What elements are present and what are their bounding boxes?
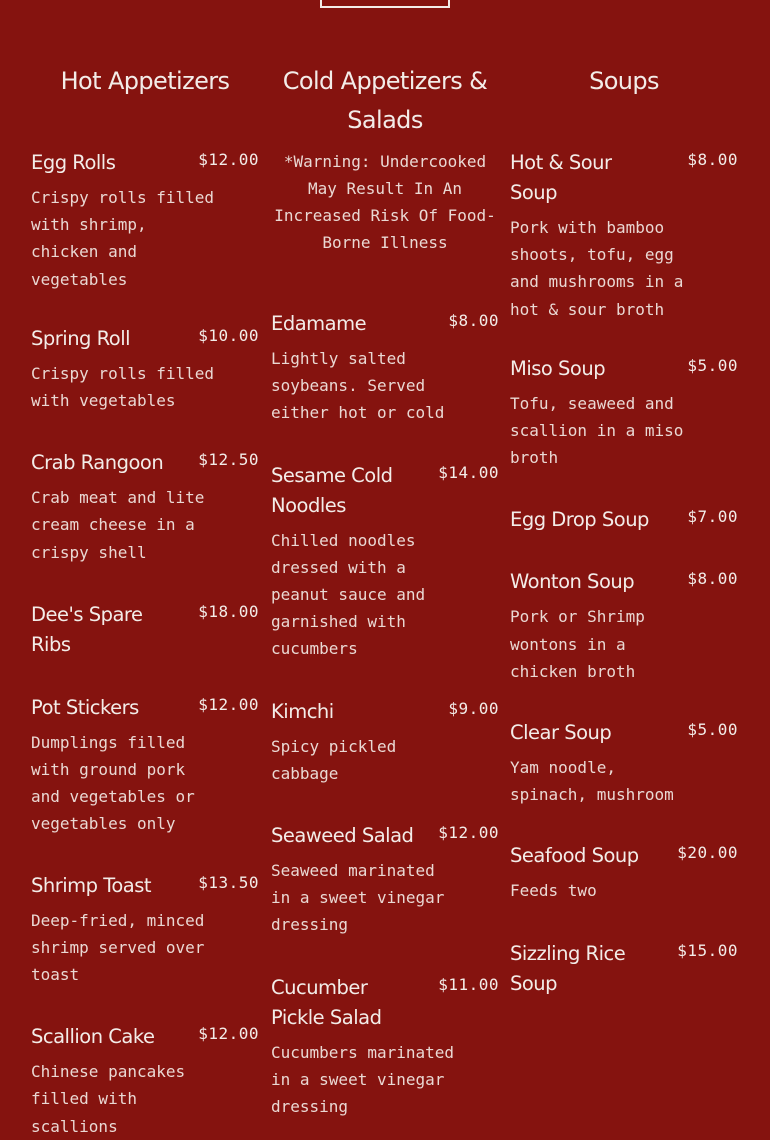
item-price: $14.00 — [438, 462, 499, 482]
item-description: Chilled noodles dressed with a peanut sauce and garnished with cucumbers — [271, 530, 426, 659]
item-description: Lightly salted soybeans. Served either hot or cold — [271, 349, 445, 423]
item-name: Seaweed Salad — [271, 824, 414, 848]
warning-note: *Warning: Undercooked May Result In An Increased Risk Of Food-Borne Illness — [274, 152, 496, 252]
item-name: Edamame — [271, 312, 367, 335]
menu-item — [31, 1022, 259, 1140]
menu-item — [271, 821, 499, 939]
item-name: Kimchi — [271, 699, 334, 723]
menu-item — [31, 324, 259, 414]
item-description: Spicy pickled cabbage — [271, 736, 397, 783]
menu-item — [31, 871, 259, 989]
menu-item — [510, 505, 738, 535]
item-name: Cucumber Pickle Salad — [271, 975, 382, 1029]
item-description: Yam noodle, spinach, mushroom — [510, 758, 674, 805]
item-price: $11.00 — [438, 974, 499, 994]
menu-item — [31, 148, 259, 293]
item-name: Miso Soup — [510, 356, 606, 380]
item-description: Feeds two — [510, 881, 597, 901]
item-price: $15.00 — [677, 940, 738, 960]
item-name: Crab Rangoon — [31, 451, 164, 475]
item-name: Pot Stickers — [31, 695, 139, 719]
menu-item — [510, 148, 738, 323]
item-name: Sizzling Rice Soup — [510, 941, 626, 995]
item-description: Pork or Shrimp wontons in a chicken broth — [510, 607, 645, 681]
item-price: $18.00 — [198, 601, 259, 621]
menu-item — [510, 718, 738, 808]
item-description: Tofu, seaweed and scallion in a miso broth — [510, 393, 684, 468]
item-price: $5.00 — [687, 355, 738, 375]
item-name: Egg Drop Soup — [510, 508, 649, 532]
menu-item — [271, 461, 499, 663]
item-price: $12.00 — [198, 694, 259, 714]
item-price: $12.00 — [198, 1024, 259, 1044]
menu-item — [510, 567, 738, 685]
menu-item — [31, 448, 259, 566]
item-price: $12.00 — [438, 823, 499, 843]
item-description: Dumplings filled with ground pork and vegetables or vegetables only — [31, 732, 195, 834]
item-price: $10.00 — [198, 325, 259, 345]
item-price: $8.00 — [687, 569, 738, 589]
menu-item — [271, 697, 499, 787]
menu-item — [510, 939, 738, 999]
item-price: $9.00 — [448, 698, 499, 718]
item-description: Pork with bamboo shoots, tofu, egg and mushrooms in a hot & sour broth — [510, 218, 684, 319]
item-description: Chinese pancakes filled with scallions — [31, 1062, 186, 1136]
item-price: $8.00 — [448, 311, 499, 330]
item-name: Sesame Cold Noodles — [271, 463, 393, 517]
item-description: Crispy rolls filled with vegetables — [31, 363, 215, 411]
menu-column-cold-appetizers — [271, 62, 499, 1120]
item-price: $7.00 — [687, 507, 738, 527]
menu-column-soups — [510, 62, 738, 999]
item-name: Clear Soup — [510, 721, 612, 745]
menu-item — [31, 600, 259, 660]
column-title: Soups — [589, 67, 659, 95]
item-price: $20.00 — [677, 843, 738, 863]
column-title: Cold Appetizers & Salads — [282, 67, 488, 134]
item-description: Seaweed marinated in a sweet vinegar dressing — [271, 861, 445, 935]
item-name: Egg Rolls — [31, 151, 116, 174]
item-price: $5.00 — [687, 720, 738, 740]
item-name: Spring Roll — [31, 326, 131, 350]
item-price: $12.00 — [198, 150, 259, 169]
menu-item — [510, 354, 738, 472]
top-button[interactable] — [320, 0, 450, 8]
item-description: Cucumbers marinated in a sweet vinegar dressing — [271, 1042, 455, 1117]
item-name: Seafood Soup — [510, 844, 639, 868]
menu-item — [510, 841, 738, 904]
item-price: $13.50 — [198, 872, 259, 892]
item-name: Hot & Sour Soup — [510, 151, 612, 204]
item-name: Shrimp Toast — [31, 873, 152, 897]
item-name: Scallion Cake — [31, 1025, 155, 1049]
menu-column-hot-appetizers — [31, 62, 259, 1140]
item-description: Deep-fried, minced shrimp served over toast — [31, 910, 205, 985]
item-name: Dee's Spare Ribs — [31, 602, 143, 656]
item-price: $12.50 — [198, 450, 259, 470]
item-description: Crispy rolls filled with shrimp, chicken and vegetables — [31, 188, 215, 289]
item-description: Crab meat and lite cream cheese in a crispy shell — [31, 488, 205, 562]
menu-item — [271, 309, 499, 427]
menu-item — [31, 693, 259, 838]
item-price: $8.00 — [687, 150, 738, 169]
menu-item — [271, 973, 499, 1121]
item-name: Wonton Soup — [510, 570, 635, 594]
column-title: Hot Appetizers — [60, 67, 230, 95]
